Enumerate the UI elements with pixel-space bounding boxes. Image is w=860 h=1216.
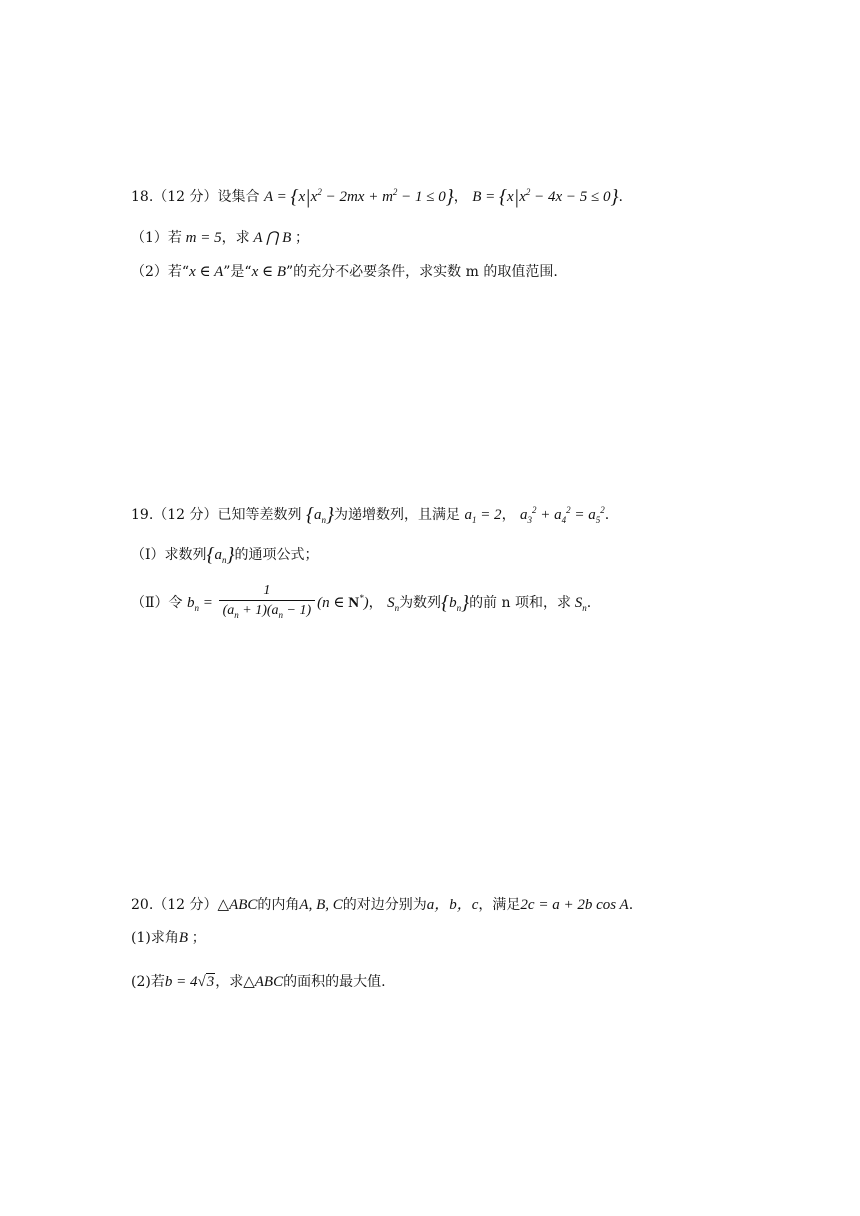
triangle-abc: △ABC xyxy=(243,974,284,990)
set-a-formula: $A = \{x|x^2 - 2mx + m^2 - 1 \le 0\}$ xyxy=(263,186,454,208)
q19-number: 19. xyxy=(131,507,154,523)
a-intersect-b: A ⋂ B xyxy=(249,230,295,246)
x-in-a: x ∈ A xyxy=(189,264,224,280)
q19-score: （12 分） xyxy=(153,507,218,523)
angle-b: B xyxy=(178,930,192,946)
q19-part2: （Ⅱ）令 $b_n$ = $\frac{1}{(a_n + 1)(a_n - 1)}$ (n ∈ N*)， $S_n$为数列$\{b_n\}$的前 n 项和，求 $S_n$. xyxy=(131,583,592,620)
angles-abc: A, B, C xyxy=(299,897,343,913)
triangle-abc: △ABC xyxy=(217,897,258,913)
a1-equals-2: $a_1 = 2$ xyxy=(464,507,502,525)
condition-equation: 2c = a + 2b cos A xyxy=(520,897,629,913)
q18-part1: （1）若 m = 5，求 A ⋂ B ； xyxy=(131,230,309,246)
q20-score: （12 分） xyxy=(153,897,218,913)
q20-part1: (1)求角B ； xyxy=(131,930,206,946)
squares-equation: $a_3^2 + a_4^2 = a_5^2$ xyxy=(520,505,605,525)
x-in-b: x ∈ B xyxy=(251,264,286,280)
m-equals-5: m = 5 xyxy=(181,230,222,246)
sn-symbol: $S_n$ xyxy=(570,595,587,613)
sides-abc: a，b，c xyxy=(426,897,479,913)
q19-part1: （I）求数列$\{a_n\}$的通项公式； xyxy=(131,544,319,566)
seq-an: $\{a_n\}$ xyxy=(206,544,235,566)
q18-part2: （2）若“x ∈ A”是“x ∈ B”的充分不必要条件，求实数 m 的取值范围. xyxy=(131,264,558,280)
q18-number: 18. xyxy=(131,189,154,205)
q20-stem: 20.（12 分）△ABC的内角A, B, C的对边分别为a，b，c，满足2c = a + 2b cos A. xyxy=(131,897,634,913)
q18-stem: 18.（12 分）设集合 $A = \{x|x^2 - 2mx + m^2 - 1 \le 0\}$， $B = \{x|x^2 - 4x - 5 \le 0\}$. xyxy=(131,186,623,208)
seq-bn: $\{b_n\}$ xyxy=(441,592,470,614)
q20-part2: (2)若b = 4√3，求△ABC的面积的最大值. xyxy=(131,974,386,990)
q18-score: （12 分） xyxy=(153,189,218,205)
sn-symbol: $S_n$ xyxy=(387,595,400,613)
q20-number: 20. xyxy=(131,897,154,913)
b-value: b = 4√3 xyxy=(164,974,215,990)
seq-an: $\{a_n\}$ xyxy=(305,504,334,526)
q18-intro: 设集合 xyxy=(217,189,260,205)
q19-stem: 19.（12 分）已知等差数列 $\{a_n\}$为递增数列，且满足 $a_1 = 2$， $a_3^2 + a_4^2 = a_5^2$. xyxy=(131,504,610,526)
set-b-formula: $B = \{x|x^2 - 4x - 5 \le 0\}$ xyxy=(472,186,619,208)
bn-definition: $b_n$ = $\frac{1}{(a_n + 1)(a_n - 1)}$ (n ∈ N*) xyxy=(186,583,369,620)
